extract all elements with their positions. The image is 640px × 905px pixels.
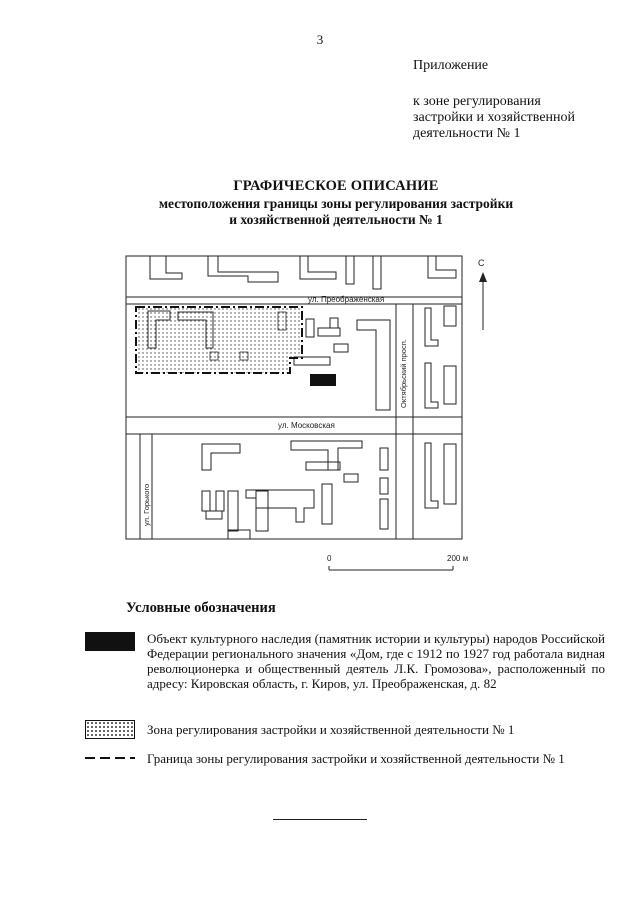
building [216, 491, 224, 511]
building [318, 328, 340, 336]
street-label-gorkogo: ул. Горького [142, 483, 151, 526]
subtitle-line-2: и хозяйственной деятельности № 1 [229, 212, 443, 227]
building [306, 319, 314, 337]
building [322, 484, 332, 524]
map-frame [126, 256, 462, 539]
heritage-object [310, 374, 336, 386]
scale-end-label: 200 м [447, 554, 469, 563]
building [228, 491, 238, 531]
map-svg [118, 248, 498, 578]
legend-title: Условные обозначения [126, 600, 276, 616]
scale-start-label: 0 [327, 554, 332, 563]
appendix-reference [413, 94, 613, 142]
building [380, 448, 388, 470]
page-number: 3 [316, 32, 324, 47]
building [206, 511, 222, 519]
legend-text-heritage: Объект культурного наследия (памятник истории и культуры) народов Российской Федерации регионального значения «Дом, где с 1912 по 1927 год работала видная революционерка и общественный деятель Л.К. Громозова», расположенный по адресу: Кировская область, г. Киров, ул. Преображенская, д. 82 [147, 631, 605, 691]
building [330, 318, 338, 328]
building [334, 344, 348, 352]
building [425, 363, 438, 408]
building [380, 478, 388, 494]
site-map [118, 248, 498, 583]
appendix-line-3: деятельности № 1 [413, 126, 521, 141]
building [444, 366, 456, 404]
building [291, 441, 362, 470]
building [344, 474, 358, 482]
building [208, 256, 278, 282]
legend-text-boundary: Граница зоны регулирования застройки и хозяйственной деятельности № 1 [147, 751, 565, 766]
building [150, 256, 182, 279]
street-label-preobrazhenskaya: ул. Преображенская [308, 295, 385, 304]
legend-text-zone: Зона регулирования застройки и хозяйственной деятельности № 1 [147, 722, 515, 737]
closing-rule [273, 819, 367, 820]
building [256, 491, 268, 531]
document-subtitle [0, 196, 640, 228]
building [306, 462, 340, 470]
zone-swatch-icon [85, 720, 135, 739]
building [346, 256, 354, 284]
building [444, 306, 456, 326]
building [202, 491, 210, 511]
building [444, 444, 456, 504]
north-label: С [478, 258, 485, 268]
appendix-label: Приложение [413, 58, 489, 73]
street-label-moskovskaya: ул. Московская [278, 421, 335, 430]
appendix-line-1: к зоне регулирования [413, 94, 541, 109]
building [425, 443, 438, 508]
street-label-oktyabrsky: Октябрьский просп. [399, 339, 408, 408]
building [357, 320, 390, 410]
north-arrowhead-icon [479, 272, 487, 282]
document-title: ГРАФИЧЕСКОЕ ОПИСАНИЕ [233, 178, 439, 194]
building [300, 256, 336, 279]
building [425, 308, 438, 346]
building [428, 256, 456, 278]
building [202, 444, 240, 470]
subtitle-line-1: местоположения границы зоны регулирования застройки [158, 196, 514, 211]
building [294, 357, 330, 365]
appendix-line-2: застройки и хозяйственной [413, 110, 576, 125]
building [380, 499, 388, 529]
regulation-zone [136, 307, 302, 373]
building [373, 256, 381, 289]
boundary-swatch-icon [85, 757, 135, 759]
heritage-swatch-icon [85, 632, 135, 651]
